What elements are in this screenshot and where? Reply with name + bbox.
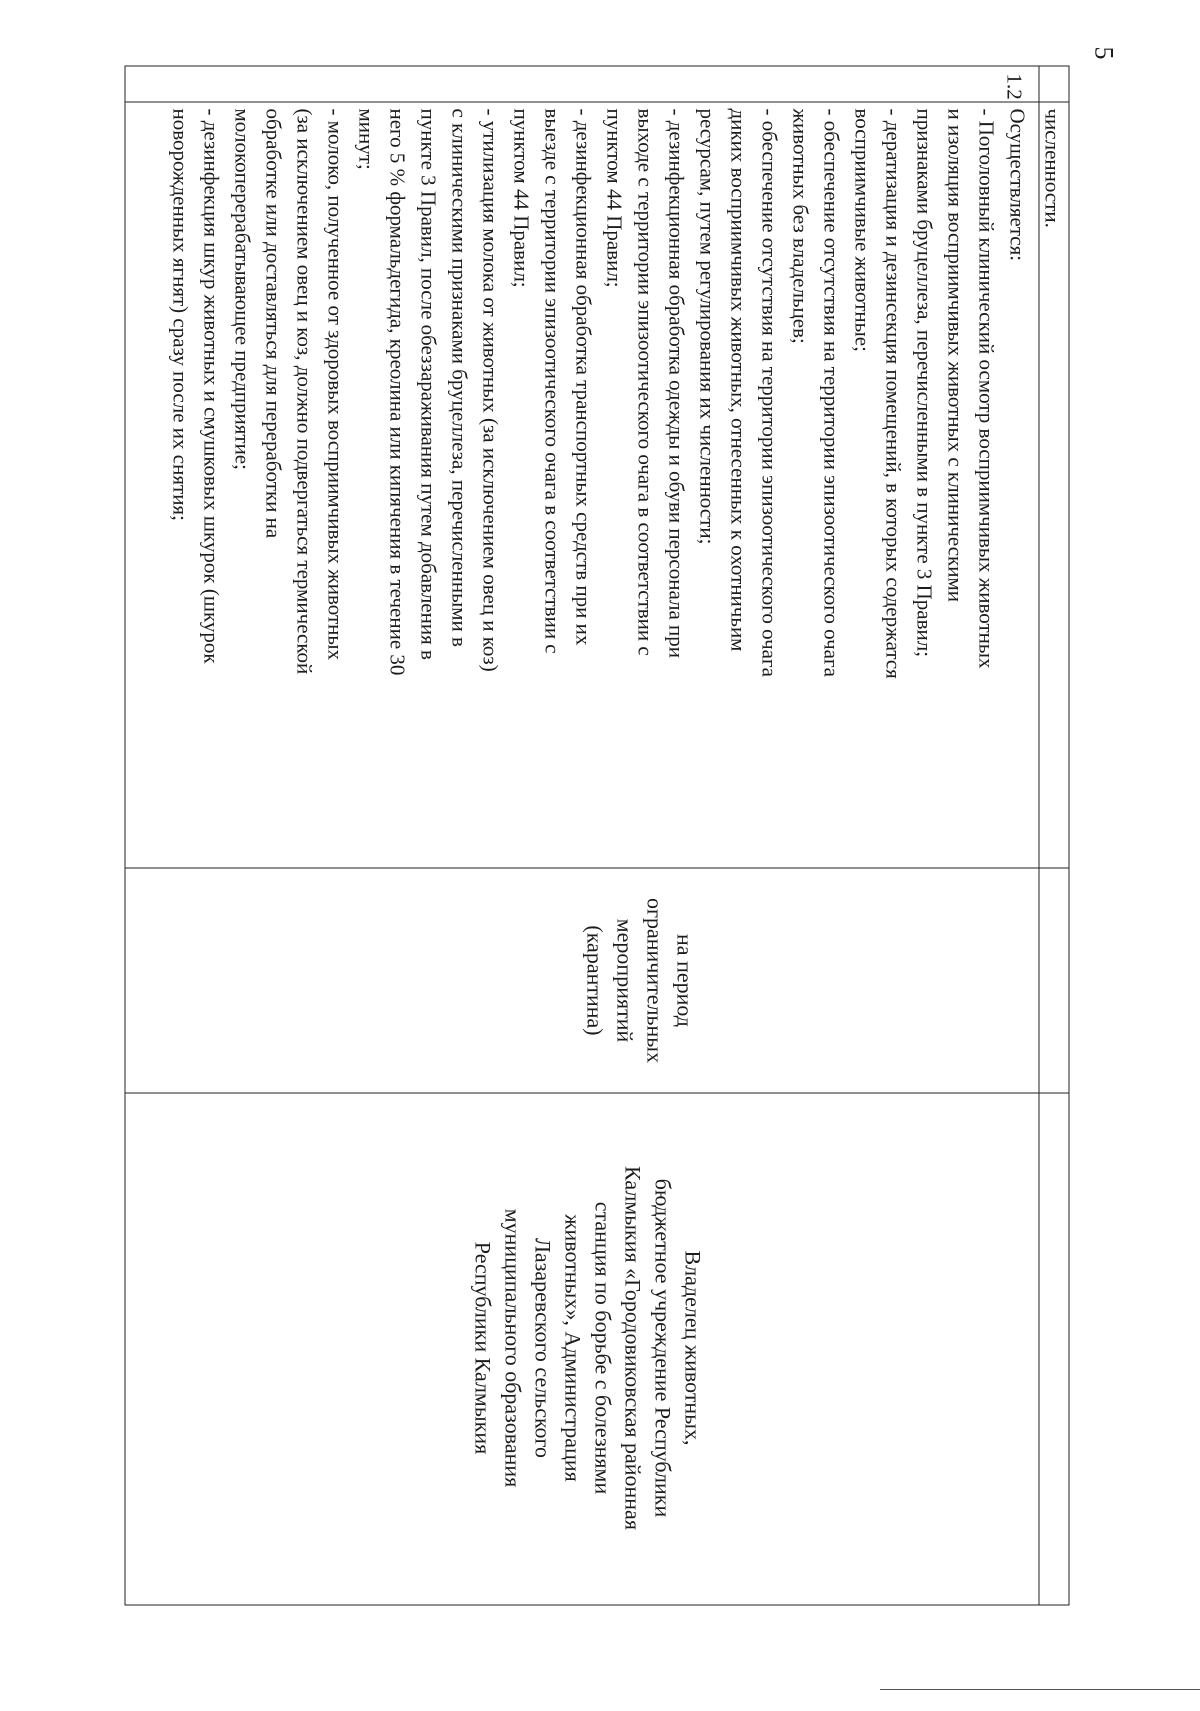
measure-line: животных без владельцев;: [788, 108, 813, 344]
responsible-line: животных», Администрация: [560, 1213, 586, 1482]
measure-line: пункте 3 Правил, после обеззараживания путем добавления в: [416, 108, 441, 660]
responsible-line: Калмыкия «Городовиковская районная: [620, 1165, 646, 1530]
measure-line: и изоляция восприимчивых животных с клиническими: [943, 108, 968, 602]
measure-line: выходе с территории эпизоотического очага в соответствии с: [633, 108, 658, 656]
measure-line: - Поголовный клинический осмотр восприимчивых животных: [974, 108, 999, 669]
column-divider-measures: [125, 867, 1070, 868]
measures-list: [165, 108, 1033, 863]
responsible-line: Лазаревского сельского: [530, 1237, 556, 1458]
period-cell: [580, 873, 700, 1087]
period-line: (карантина): [582, 924, 608, 1036]
measure-line: - обеспечение отсутствия на территории эпизоотического очага: [757, 108, 782, 677]
measure-line: с клиническими признаками бруцеллеза, перечисленными в: [447, 108, 472, 647]
responsible-cell: [468, 1095, 708, 1600]
measure-line: - молоко, полученное от здоровых восприимчивых животных: [323, 108, 348, 660]
measure-line: обработке или доставляться для переработки на: [261, 108, 286, 538]
measure-line: новорожденных ягнят) сразу после их снятия;: [168, 108, 193, 521]
measures-heading: Осуществляется:: [1005, 108, 1030, 261]
row-divider: [1039, 65, 1040, 1605]
column-divider-number: [125, 101, 1070, 102]
measure-line: диких восприимчивых животных, отнесенных к охотничьим: [726, 108, 751, 651]
responsible-line: муниципального образования: [500, 1208, 526, 1487]
measure-line: (за исключением овец и коз, должно подвергаться термической: [292, 108, 317, 674]
measure-line: - обеспечение отсутствия на территории эпизоотического очага: [819, 108, 844, 677]
measure-line: - дезинфекционная обработка одежды и обуви персонала при: [664, 108, 689, 658]
responsible-line: станция по борьбе с болезнями: [590, 1201, 616, 1494]
measure-line: - дезинфекция шкур животных и смушковых шкурок (шкурок: [199, 108, 224, 664]
measures-table: [125, 65, 1070, 1605]
responsible-line: Республики Калмыкия: [470, 1241, 496, 1454]
measure-line: него 5 % формальдегида, креолина или кипячения в течение 30: [385, 108, 410, 675]
period-line: мероприятий: [612, 918, 638, 1042]
previous-row-text: численности.: [1040, 108, 1065, 228]
row-number: 1.2: [1002, 73, 1027, 100]
measure-line: - дезинфекционная обработка транспортных средств при их: [571, 108, 596, 645]
measure-line: пунктом 44 Правил;: [509, 108, 534, 288]
scan-edge-line: [880, 1689, 1200, 1690]
measure-line: минут;: [354, 108, 379, 170]
page-number: 5: [1089, 46, 1119, 60]
measure-line: - утилизация молока от животных (за исключением овец и коз): [478, 108, 503, 672]
period-line: ограничительных: [642, 897, 668, 1063]
measure-line: признаками бруцеллеза, перечисленными в пункте 3 Правил;: [912, 108, 937, 657]
measure-line: ресурсам, путем регулирования их численности;: [695, 108, 720, 544]
measure-line: выезде с территории эпизоотического очага в соответствии с: [540, 108, 565, 654]
measure-line: пунктом 44 Правил;: [602, 108, 627, 288]
measure-line: восприимчивые животные;: [850, 108, 875, 352]
column-divider-period: [125, 1092, 1070, 1093]
measure-line: - дератизация и дезинсекция помещений, в которых содержатся: [881, 108, 906, 679]
responsible-line: бюджетное учреждение Республики: [650, 1178, 676, 1517]
period-line: на период: [672, 933, 698, 1027]
measure-line: молокоперерабатывающее предприятие;: [230, 108, 255, 470]
responsible-line: Владелец животных,: [680, 1250, 706, 1445]
